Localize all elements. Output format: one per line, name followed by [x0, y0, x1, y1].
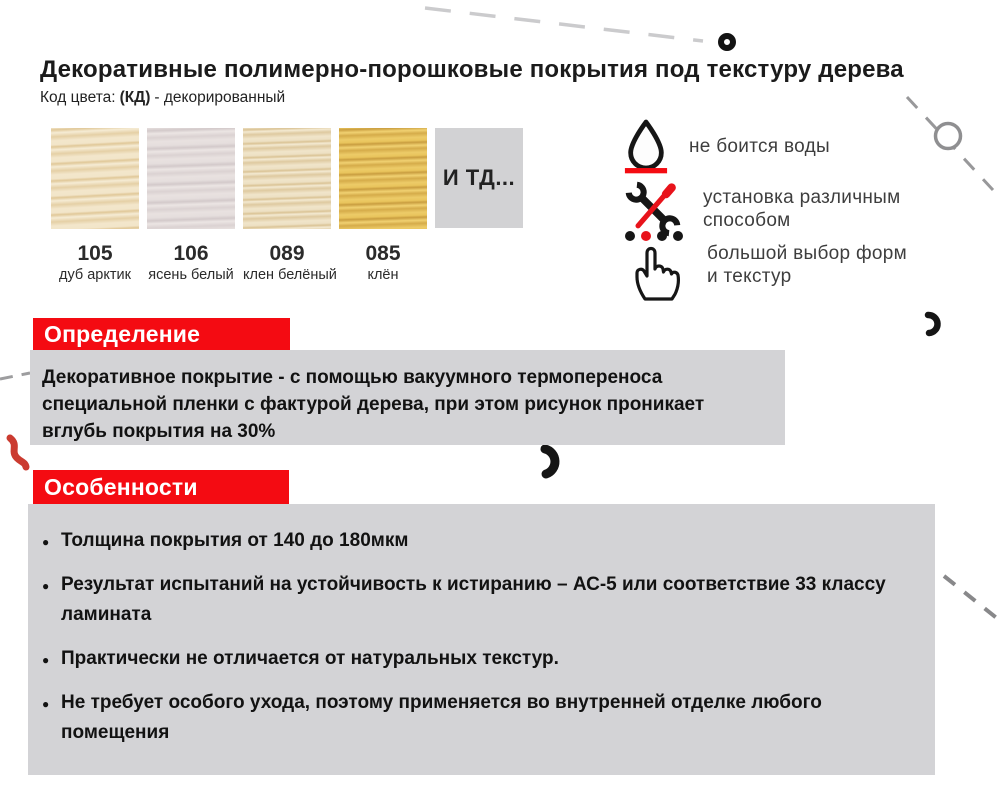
dashed-line-top: [425, 8, 703, 41]
features-box: [28, 504, 935, 775]
dashed-line-bottomright: [944, 576, 1000, 627]
benefit-label: [707, 242, 907, 288]
section-heading-definition: Определение: [33, 318, 290, 350]
wood-swatch-image: [339, 128, 427, 229]
donut-dot: [721, 36, 733, 48]
benefit-line: большой выбор форм: [707, 243, 907, 264]
water-drop-icon: [623, 118, 669, 174]
swatch-code: 106: [173, 242, 209, 265]
feature-item: ● Результат испытаний на устойчивость к истиранию – АС-5 или соответствие 33 классу ламината: [40, 570, 908, 630]
benefit-line: не боится воды: [689, 135, 830, 157]
wood-swatch-image: [51, 128, 139, 229]
page-title: Декоративные полимерно-порошковые покрытия под текстуру дерева: [40, 56, 904, 83]
swatch-cell: [51, 128, 139, 283]
crescent-right: [928, 315, 938, 333]
swatch-cell: [243, 128, 337, 283]
hand-tap-icon: [623, 228, 687, 302]
benefit-line: установка различным: [703, 187, 901, 208]
swatch-cell-etc: [435, 128, 523, 283]
color-code-prefix: Код цвета:: [40, 89, 116, 106]
color-code-suffix: - декорированный: [154, 89, 286, 106]
swatch-code: 085: [365, 242, 401, 265]
swatch-row: [51, 128, 523, 283]
swatch-cell: [339, 128, 427, 283]
swatch-name: клён: [367, 267, 399, 283]
open-circle: [936, 124, 961, 149]
definition-body: Декоративное покрытие - с помощью вакуумного термопереноса специальной пленки с фактурой дерева, при этом рисунок проникает вглубь покрытия на 30%: [30, 350, 785, 445]
benefit-line: и текстур: [707, 266, 792, 287]
wood-swatch-image: [243, 128, 331, 229]
dashed-line-topright: [907, 97, 993, 190]
benefit-label: [689, 135, 830, 158]
red-squiggle: [10, 438, 26, 467]
features-list: [40, 526, 908, 748]
swatch-code: 089: [269, 242, 305, 265]
dashed-line-left: [0, 373, 30, 379]
color-code-note: [40, 89, 285, 107]
benefit-line: способом: [703, 210, 791, 231]
crescent-center: [545, 449, 555, 474]
feature-item: ● Практически не отличается от натуральных текстур.: [40, 644, 908, 674]
swatch-cell: [147, 128, 235, 283]
swatch-name: дуб арктик: [59, 267, 131, 283]
swatch-code: 105: [77, 242, 113, 265]
benefit-choice: [623, 228, 907, 302]
color-code-value: (КД): [119, 89, 151, 106]
section-heading-features: Особенности: [33, 470, 289, 504]
swatch-name: ясень белый: [148, 267, 234, 283]
benefit-water: [623, 118, 830, 174]
benefit-label: [703, 186, 901, 232]
etc-box: И ТД...: [435, 128, 523, 228]
feature-item: ● Толщина покрытия от 140 до 180мкм: [40, 526, 908, 556]
wood-swatch-image: [147, 128, 235, 229]
swatch-name: клен белёный: [243, 267, 337, 283]
feature-item: ● Не требует особого ухода, поэтому применяется во внутренней отделке любого помещения: [40, 688, 908, 748]
